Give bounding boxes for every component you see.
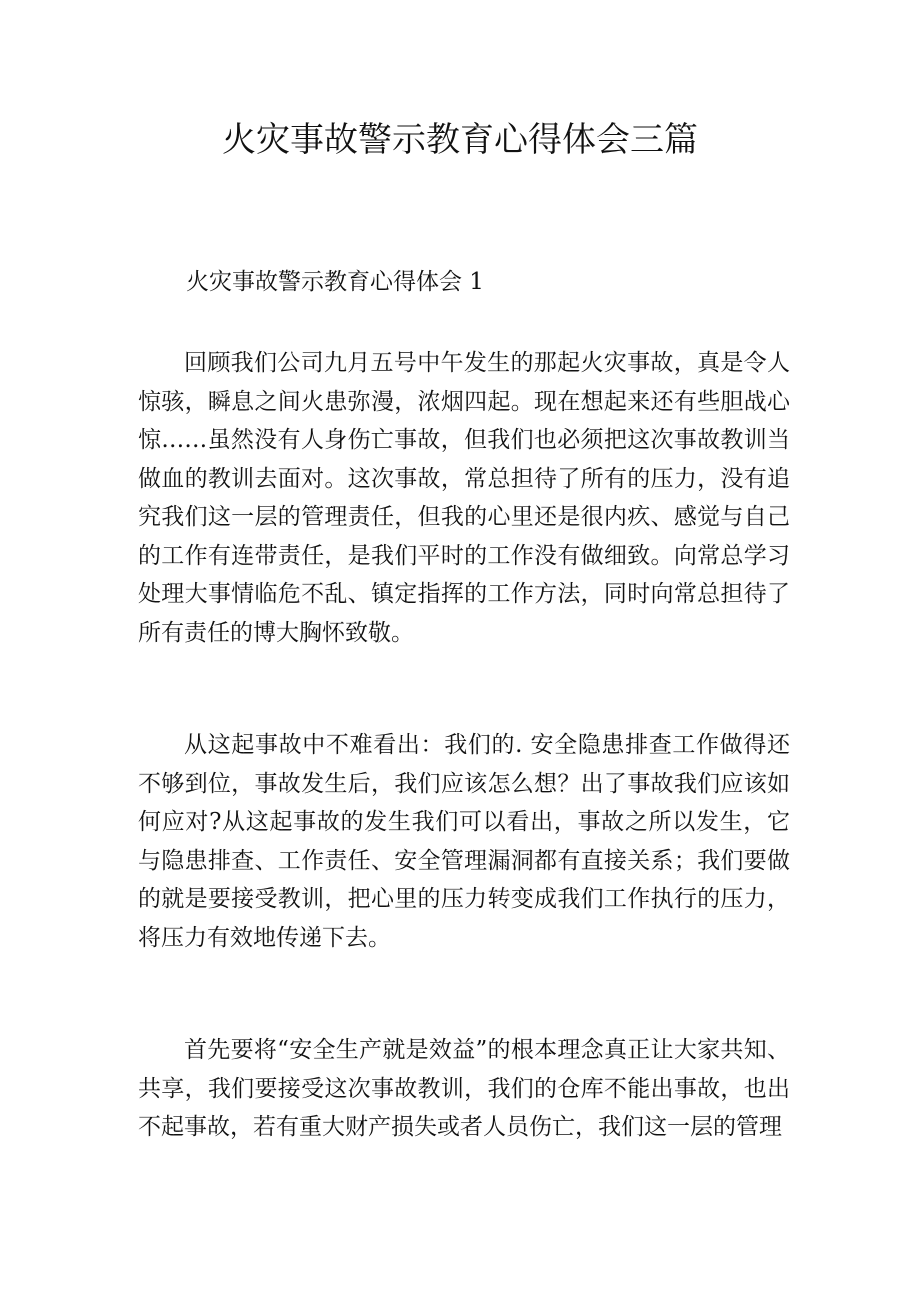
body-paragraph-3: 首先要将“安全生产就是效益”的根本理念真正让大家共知、共享，我们要接受这次事故教训，我们的仓库不能出事故，也出不起事故，若有重大财产损失或者人员伤亡，我们这一层的管理 — [138, 1037, 790, 1140]
section-heading: 火灾事故警示教育心得体会 1 — [186, 269, 484, 295]
body-paragraph-2: 从这起事故中不难看出：我们的. 安全隐患排查工作做得还不够到位，事故发生后，我们应该怎么想？出了事故我们应该如何应对?从这起事故的发生我们可以看出，事故之所以发生，它与隐患排查、工作责任、安全管理漏洞都有直接关系；我们要做的就是要接受教训，把心里的压力转变成我们工作执行的压力，将压力有效地传递下去。 — [138, 732, 790, 951]
document-title: 火灾事故警示教育心得体会三篇 — [222, 120, 698, 160]
body-paragraph-1: 回顾我们公司九月五号中午发生的那起火灾事故，真是令人惊骇，瞬息之间火患弥漫，浓烟四起。现在想起来还有些胆战心惊……虽然没有人身伤亡事故，但我们也必须把这次事故教训当做血的教训去面对。这次事故，常总担待了所有的压力，没有追究我们这一层的管理责任，但我的心里还是很内疚、感觉与自己的工作有连带责任，是我们平时的工作没有做细致。向常总学习处理大事情临危不乱、镇定指挥的工作方法，同时向常总担待了所有责任的博大胸怀致敬。 — [138, 350, 790, 646]
